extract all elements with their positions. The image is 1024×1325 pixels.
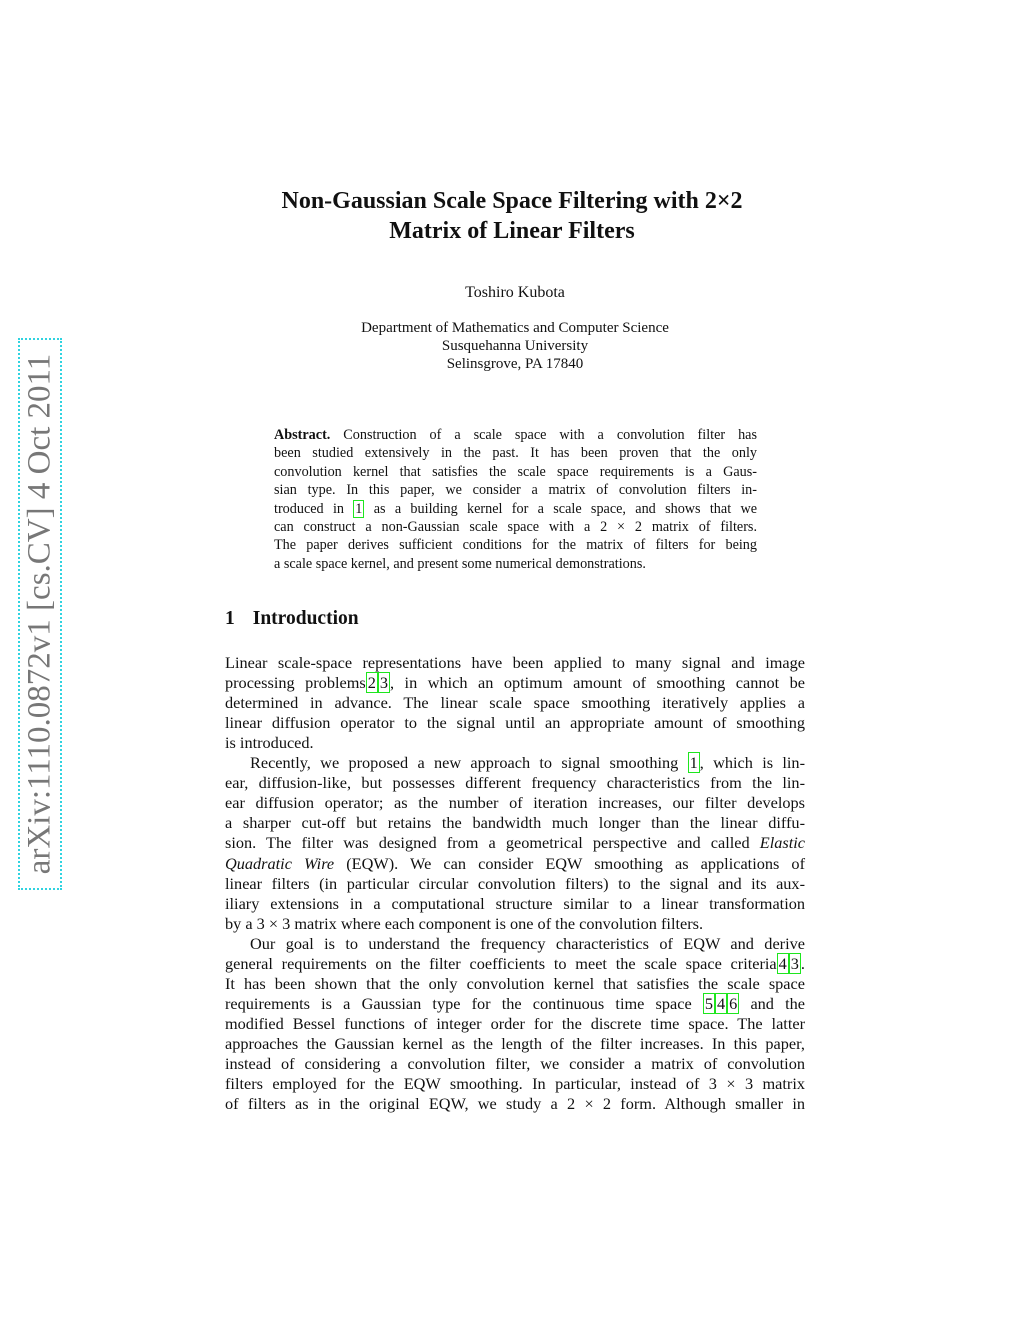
citation-link[interactable]: 4 xyxy=(717,993,726,1013)
text-run: requirements is a Gaussian type for the continuous time space xyxy=(225,993,703,1013)
text-run: Linear scale-space representations have been applied to many signal and image xyxy=(225,653,805,672)
arxiv-stamp-text: arXiv:1110.0872v1 [cs.CV] 4 Oct 2011 xyxy=(21,353,58,875)
text-run: It has been shown that the only convolution kernel that satisfies the scale space xyxy=(225,973,805,993)
paragraph-line xyxy=(225,854,805,874)
text-run: . xyxy=(800,953,805,973)
text-run: can construct a non-Gaussian scale space with a 2 × 2 matrix of filters. xyxy=(274,519,757,535)
text-run: iliary extensions in a computational structure similar to a linear transformation xyxy=(225,893,805,913)
paragraph-line xyxy=(250,934,805,954)
paragraph-line xyxy=(225,994,805,1014)
text-run: filters employed for the EQW smoothing. In particular, instead of 3 × 3 matrix xyxy=(225,1074,805,1094)
text-run: is introduced. xyxy=(225,733,314,753)
paragraph-line xyxy=(225,874,805,894)
citation-link[interactable]: 3 xyxy=(379,673,388,693)
paragraph-line xyxy=(225,1014,805,1034)
paragraph-line xyxy=(225,713,805,733)
text-run: convolution kernel that satisfies the scale space requirements is a Gaus- xyxy=(274,463,757,480)
abstract-line xyxy=(274,501,757,518)
citation-link[interactable]: 3 xyxy=(790,953,799,973)
text-run: processing problems xyxy=(225,673,366,693)
text-run: by a 3 × 3 matrix where each component is one of the convolution filters. xyxy=(225,913,704,933)
paragraph-line xyxy=(250,753,805,773)
paragraph-line xyxy=(225,954,805,974)
text-run: , in which an optimum amount of smoothing cannot be xyxy=(390,673,806,693)
citation-link[interactable]: 5 xyxy=(704,993,713,1013)
text-run: , which is lin- xyxy=(699,753,805,773)
paragraph-line xyxy=(225,974,805,994)
paragraph-line xyxy=(225,833,805,853)
paragraph-line xyxy=(225,1074,805,1094)
text-run: and the xyxy=(739,993,806,1013)
paragraph-line xyxy=(225,653,805,673)
abstract-line xyxy=(274,482,757,499)
text-run: been studied extensively in the past. It has been proven that the only xyxy=(274,445,757,462)
paragraph-line xyxy=(225,793,805,813)
affiliation-dept: Department of Mathematics and Computer Science xyxy=(361,320,669,336)
author: Toshiro Kubota xyxy=(465,284,565,301)
affiliation-univ: Susquehanna University xyxy=(441,338,589,354)
paragraph-line xyxy=(225,773,805,793)
text-run: linear diffusion operator to the signal until an appropriate amount of smoothing xyxy=(225,713,805,733)
paper-title-line-1: Non-Gaussian Scale Space Filtering with 2×2 xyxy=(281,188,743,214)
abstract-label: Abstract. xyxy=(274,427,331,443)
text-run: Construction of a scale space with a convolution filter has xyxy=(330,427,757,443)
text-run: linear filters (in particular circular convolution filters) to the signal and its aux- xyxy=(225,873,805,893)
paragraph-line xyxy=(225,1034,805,1054)
affiliation-address: Selinsgrove, PA 17840 xyxy=(446,356,584,372)
paper-title-line-2: Matrix of Linear Filters xyxy=(389,218,635,244)
citation-link[interactable]: 1 xyxy=(355,500,363,517)
text-run: The paper derives sufficient conditions for the matrix of filters for being xyxy=(274,537,757,554)
abstract-line xyxy=(274,445,757,462)
paragraph-line xyxy=(225,1054,805,1074)
emphasis-text: Elastic xyxy=(759,833,805,853)
text-run: general requirements on the filter coefficients to meet the scale space criteria xyxy=(225,953,777,973)
text-run: of filters as in the original EQW, we study a 2 × 2 form. Although smaller in xyxy=(225,1094,805,1114)
paragraph-line xyxy=(225,673,805,693)
section-title: Introduction xyxy=(252,608,359,629)
arxiv-stamp[interactable] xyxy=(18,338,62,890)
text-run: instead of considering a convolution filter, we consider a matrix of convolution xyxy=(225,1054,805,1073)
abstract-line xyxy=(274,427,757,444)
text-run: sian type. In this paper, we consider a matrix of convolution filters in- xyxy=(274,482,757,499)
paragraph-line xyxy=(225,693,805,713)
text-run: troduced in xyxy=(274,500,354,517)
text-run: Recently, we proposed a new approach to signal smoothing xyxy=(250,753,688,773)
citation-link[interactable]: 6 xyxy=(729,993,738,1013)
text-run: determined in advance. The linear scale space smoothing iteratively applies a xyxy=(225,693,805,713)
citation-link[interactable]: 1 xyxy=(689,753,698,773)
text-run: modified Bessel functions of integer order for the discrete time space. The latter xyxy=(225,1013,805,1033)
text-run: approaches the Gaussian kernel as the length of the filter increases. In this paper, xyxy=(225,1033,805,1053)
text-run: ear, diffusion-like, but possesses different frequency characteristics from the lin- xyxy=(225,773,805,793)
section-heading xyxy=(225,608,359,630)
text-run: a scale space kernel, and present some numerical demonstrations. xyxy=(274,555,646,572)
paragraph-line xyxy=(225,914,805,934)
paragraph-line xyxy=(225,894,805,914)
section-number: 1 xyxy=(225,608,235,629)
paragraph-line xyxy=(225,813,805,833)
abstract-line xyxy=(274,537,757,554)
text-run: (EQW). We can consider EQW smoothing as applications of xyxy=(334,853,805,873)
text-run: ear diffusion operator; as the number of iteration increases, our filter develops xyxy=(225,793,805,813)
abstract-line xyxy=(274,556,757,573)
abstract-line xyxy=(274,464,757,481)
emphasis-text: Quadratic Wire xyxy=(225,853,335,873)
paragraph-line xyxy=(225,733,805,753)
text-run: Our goal is to understand the frequency characteristics of EQW and derive xyxy=(250,933,805,953)
text-run: sion. The filter was designed from a geometrical perspective and called xyxy=(225,833,760,853)
paragraph-line xyxy=(225,1094,805,1114)
abstract-line xyxy=(274,519,757,536)
citation-link[interactable]: 4 xyxy=(778,953,787,973)
citation-link[interactable]: 2 xyxy=(367,673,376,693)
text-run: a sharper cut-off but retains the bandwidth much longer than the linear diffu- xyxy=(225,813,805,833)
text-run: as a building kernel for a scale space, and shows that we xyxy=(364,500,757,517)
